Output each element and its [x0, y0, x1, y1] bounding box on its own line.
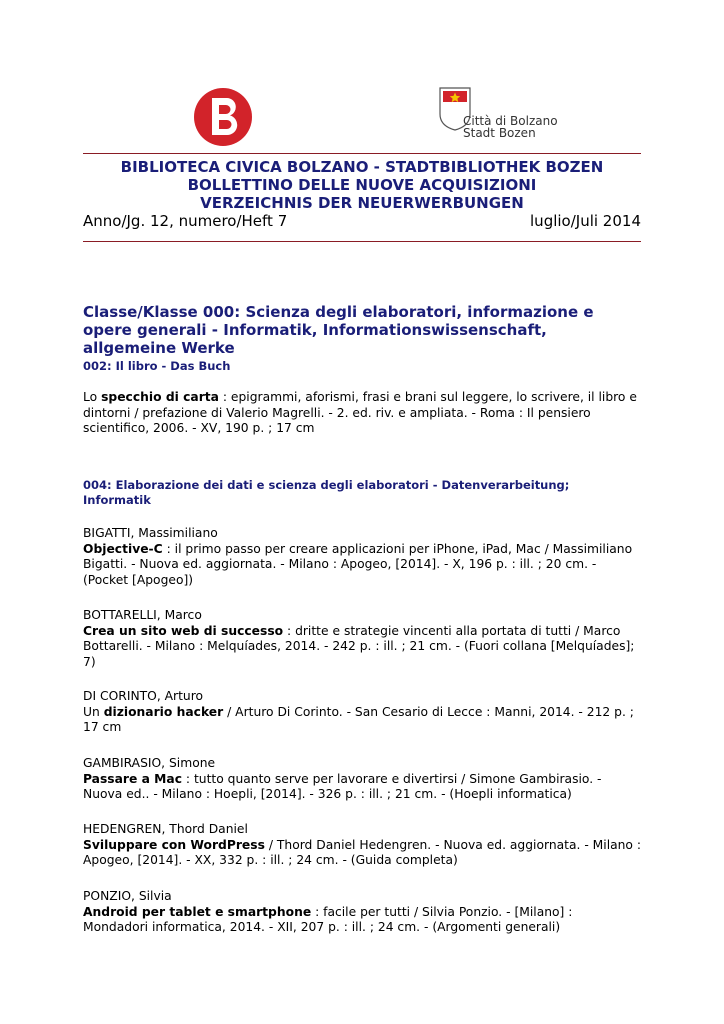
section-heading-004: 004: Elaborazione dei dati e scienza degli elaboratori - Datenverarbeitung; Informatik	[83, 478, 570, 507]
city-name-it: Città di Bolzano	[463, 114, 558, 128]
entry-prefix: Un	[83, 704, 104, 719]
entry-details: : dritte e strategie vincenti alla portata di tutti / Marco Bottarelli. - Milano : Melquíades, 2014. - 242 p. : ill. ; 21 cm. - (Fuori collana [Melquíades]; 7)	[83, 623, 635, 669]
entry-prefix: Lo	[83, 390, 102, 404]
entry-author: BIGATTI, Massimiliano	[83, 526, 218, 540]
header-rule-top	[83, 153, 641, 154]
catalog-entry	[83, 390, 641, 437]
catalog-entry	[83, 526, 641, 588]
entry-author: GAMBIRASIO, Simone	[83, 756, 216, 770]
entry-title: Passare a Mac	[83, 771, 183, 786]
entry-title: Crea un sito web di successo	[83, 623, 284, 638]
catalog-entry	[83, 689, 641, 736]
biblioteca-b-logo	[193, 87, 253, 147]
class-heading: Classe/Klasse 000: Scienza degli elaboratori, informazione e opere generali - Informatik, Informationswissenschaft, allgemeine Werke	[83, 303, 594, 357]
entry-author: PONZIO, Silvia	[83, 889, 172, 903]
issue-info	[83, 212, 641, 230]
bulletin-name-de: VERZEICHNIS DER NEUERWERBUNGEN	[200, 194, 524, 212]
entry-title: specchio di carta	[101, 390, 219, 404]
catalog-entry	[83, 822, 641, 869]
entry-author: BOTTARELLI, Marco	[83, 608, 202, 622]
city-of-bolzano-logo	[437, 86, 577, 144]
catalog-entry	[83, 889, 641, 936]
entry-title: Sviluppare con WordPress	[83, 837, 265, 852]
section-heading-002: 002: Il libro - Das Buch	[83, 359, 231, 373]
issue-number: Anno/Jg. 12, numero/Heft 7	[83, 212, 288, 230]
entry-author: HEDENGREN, Thord Daniel	[83, 822, 248, 836]
bulletin-name-it: BOLLETTINO DELLE NUOVE ACQUISIZIONI	[187, 176, 537, 194]
entry-author: DI CORINTO, Arturo	[83, 689, 204, 703]
entry-title: Objective-C	[83, 541, 163, 556]
catalog-entry	[83, 756, 641, 803]
library-name: BIBLIOTECA CIVICA BOLZANO - STADTBIBLIOTHEK BOZEN	[120, 158, 604, 176]
entry-details: : facile per tutti / Silvia Ponzio. - [Milano] : Mondadori informatica, 2014. - XII, 207 p. : ill. ; 24 cm. - (Argomenti generali)	[83, 904, 573, 935]
entry-details: : epigrammi, aforismi, frasi e brani sul leggere, lo scrivere, il libro e dintorni / prefazione di Valerio Magrelli. - 2. ed. riv. e ampliata. - Roma : Il pensiero scientifico, 2006. - XV, 190 p. ; 17 cm	[83, 390, 637, 436]
entry-title: Android per tablet e smartphone	[83, 904, 312, 919]
entry-title: dizionario hacker	[103, 704, 224, 719]
catalog-entry	[83, 608, 641, 670]
entry-details: / Arturo Di Corinto. - San Cesario di Lecce : Manni, 2014. - 212 p. ; 17 cm	[83, 704, 634, 735]
entry-details: : il primo passo per creare applicazioni per iPhone, iPad, Mac / Massimiliano Bigatti. - Nuova ed. aggiornata. - Milano : Apogeo, [2014]. - X, 196 p. : ill. ; 20 cm. - (Pocket [Apogeo])	[83, 541, 633, 587]
entry-details: / Thord Daniel Hedengren. - Nuova ed. aggiornata. - Milano : Apogeo, [2014]. - XX, 332 p. : ill. ; 24 cm. - (Guida completa)	[83, 837, 642, 868]
entry-details: : tutto quanto serve per lavorare e divertirsi / Simone Gambirasio. - Nuova ed.. - Milano : Hoepli, [2014]. - 326 p. : ill. ; 21 cm. - (Hoepli informatica)	[83, 771, 602, 802]
city-name-de: Stadt Bozen	[463, 126, 536, 140]
header-rule-bottom	[83, 241, 641, 242]
issue-date: luglio/Juli 2014	[530, 212, 641, 230]
bulletin-title	[83, 158, 641, 212]
